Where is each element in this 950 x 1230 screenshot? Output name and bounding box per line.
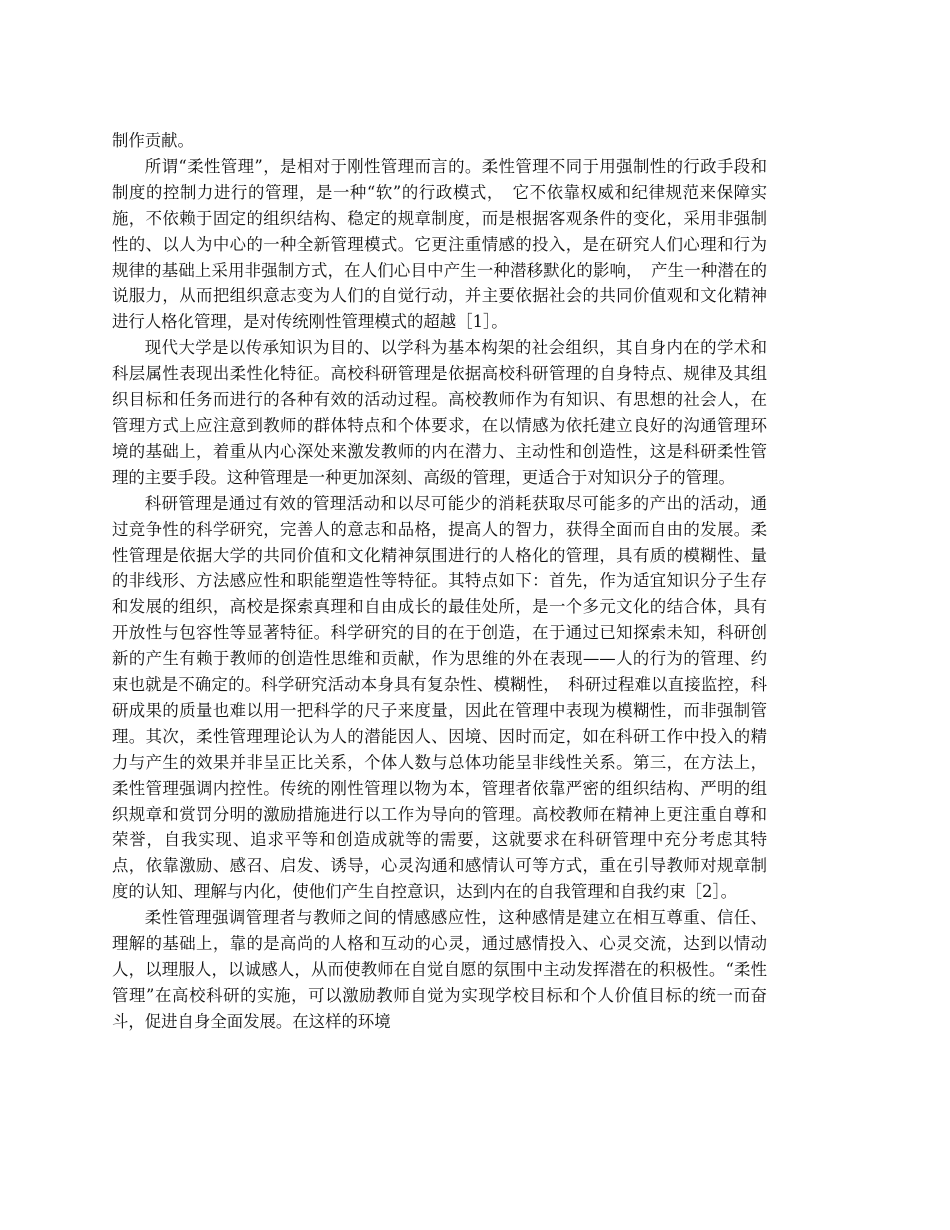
paragraph-emotional-response: 柔性管理强调管理者与教师之间的情感感应性，这种感情是建立在相互尊重、信任、理解的基础上，靠的是高尚的人格和互动的心灵，通过感情投入、心灵交流，达到以情动人，以理服人，以诚感人，从而使教师在自觉自愿的氛围中主动发挥潜在的积极性。“柔性管理”在高校科研的实施，可以激励教师自觉为实现学校目标和个人价值目标的统一而奋斗，促进自身全面发展。在这样的环境	[112, 908, 767, 1031]
document-body	[112, 128, 767, 1035]
paragraph-research-management: 科研管理是通过有效的管理活动和以尽可能少的消耗获取尽可能多的产出的活动，通过竞争性的科学研究，完善人的意志和品格，提高人的智力，获得全面而自由的发展。柔性管理是依据大学的共同价值和文化精神氛围进行的人格化的管理，具有质的模糊性、量的非线形、方法感应性和职能塑造性等特征。其特点如下：首先，作为适宜知识分子生存和发展的组织，高校是探索真理和自由成长的最佳处所，是一个多元文化的结合体，具有开放性与包容性等显著特征。科学研究的目的在于创造，在于通过已知探索未知，科研创新的产生有赖于教师的创造性思维和贡献，作为思维的外在表现——人的行为的管理、约束也就是不确定的。科学研究活动本身具有复杂性、模糊性， 科研过程难以直接监控，科研成果的质量也难以用一把科学的尺子来度量，因此在管理中表现为模糊性，而非强制管理。其次，柔性管理理论认为人的潜能因人、因境、因时而定，如在科研工作中投入的精力与产生的效果并非呈正比关系，个体人数与总体功能呈非线性关系。第三，在方法上，柔性管理强调内控性。传统的刚性管理以物为本，管理者依靠严密的组织结构、严明的组织规章和赏罚分明的激励措施进行以工作为导向的管理。高校教师在精神上更注重自尊和荣誉，自我实现、追求平等和创造成就等的需要，这就要求在科研管理中充分考虑其特点，依靠激励、感召、启发、诱导，心灵沟通和感情认可等方式，重在引导教师对规章制度的认知、理解与内化，使他们产生自控意识，达到内在的自我管理和自我约束［2］。	[112, 493, 767, 902]
paragraph-flexible-management-definition: 所谓“柔性管理”，是相对于刚性管理而言的。柔性管理不同于用强制性的行政手段和制度的控制力进行的管理，是一种“软”的行政模式， 它不依靠权威和纪律规范来保障实施，不依赖于固定的组织结构、稳定的规章制度，而是根据客观条件的变化，采用非强制性的、以人为中心的一种全新管理模式。它更注重情感的投入，是在研究人们心理和行为规律的基础上采用非强制方式，在人们心目中产生一种潜移默化的影响， 产生一种潜在的说服力，从而把组织意志变为人们的自觉行动，并主要依据社会的共同价值观和文化精神进行人格化管理，是对传统刚性管理模式的超越［1］。	[112, 156, 767, 332]
paragraph-continuation: 制作贡献。	[112, 131, 194, 150]
paragraph-modern-university: 现代大学是以传承知识为目的、以学科为基本构架的社会组织，其自身内在的学术和科层属性表现出柔性化特征。高校科研管理是依据高校科研管理的自身特点、规律及其组织目标和任务而进行的各种有效的活动过程。高校教师作为有知识、有思想的社会人，在管理方式上应注意到教师的群体特点和个体要求，在以情感为依托建立良好的沟通管理环境的基础上，着重从内心深处来激发教师的内在潜力、主动性和创造性，这是科研柔性管理的主要手段。这种管理是一种更加深刻、高级的管理，更适合于对知识分子的管理。	[112, 338, 767, 487]
